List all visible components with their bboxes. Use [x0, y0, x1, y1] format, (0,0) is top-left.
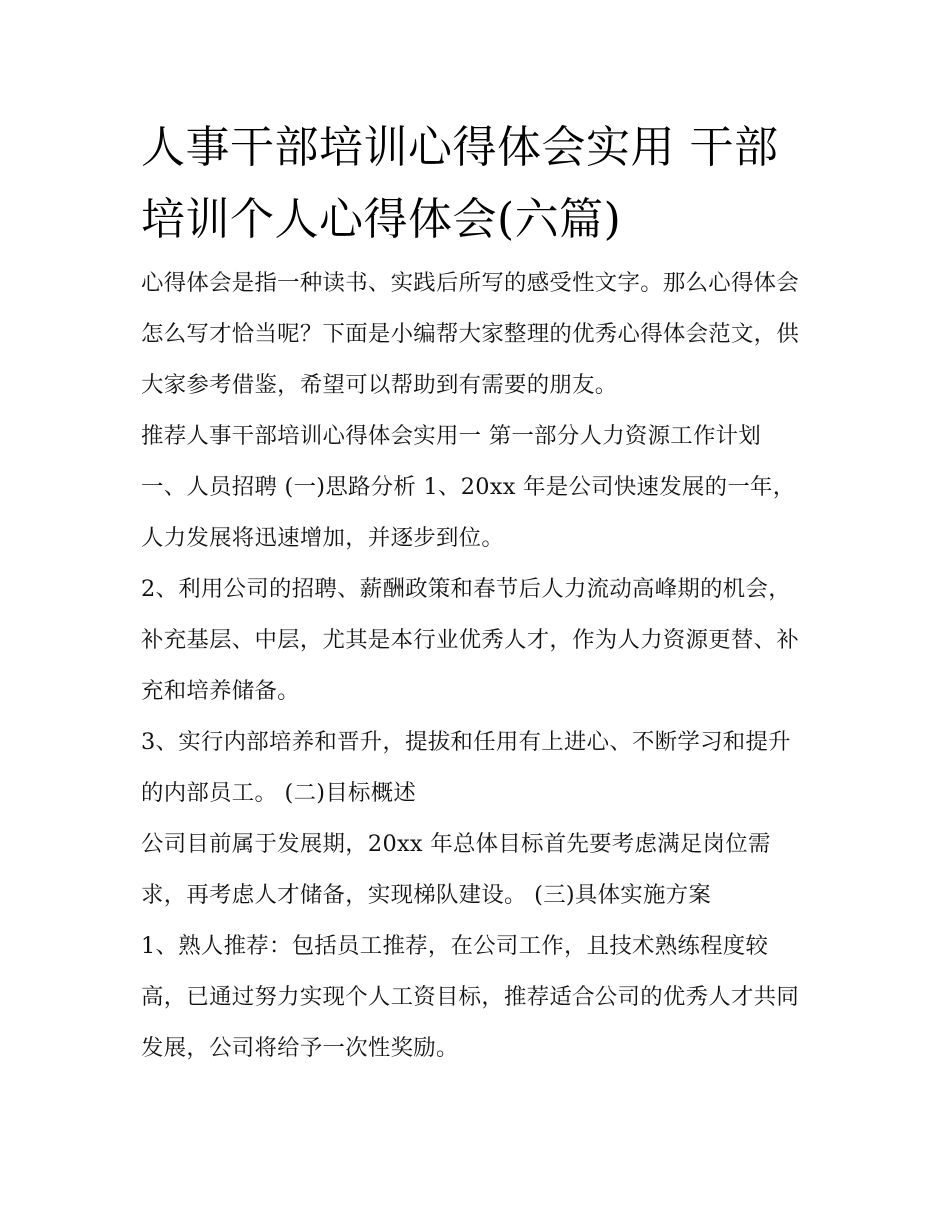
paragraph-goal: 公司目前属于发展期，20xx 年总体目标首先要考虑满足岗位需求，再考虑人才储备，实现梯队建设。 (三)具体实施方案 — [141, 831, 771, 908]
document-title: 人事干部培训心得体会实用 干部培训个人心得体会(六篇) — [141, 122, 779, 245]
paragraph-referral: 1、熟人推荐：包括员工推荐，在公司工作，且技术熟练程度较高，已通过努力实现个人工资目标，推荐适合公司的优秀人才共同发展，公司将给予一次性奖励。 — [141, 933, 800, 1061]
paragraph-item-3: 3、实行内部培养和晋升，提拔和任用有上进心、不断学习和提升的内部员工。 (二)目标概述 — [141, 729, 791, 806]
paragraph-intro: 心得体会是指一种读书、实践后所写的感受性文字。那么心得体会怎么写才恰当呢？下面是小编帮大家整理的优秀心得体会范文，供大家参考借鉴，希望可以帮助到有需要的朋友。 — [141, 270, 800, 398]
document-body — [141, 112, 813, 1074]
paragraph-item-2: 2、利用公司的招聘、薪酬政策和春节后人力流动高峰期的机会，补充基层、中层，尤其是本行业优秀人才，作为人力资源更替、补充和培养储备。 — [141, 576, 800, 704]
paragraph-recruitment-plan: 推荐人事干部培训心得体会实用一 第一部分人力资源工作计划 一、人员招聘 (一)思路分析 1、20xx 年是公司快速发展的一年，人力发展将迅速增加，并逐步到位。 — [141, 423, 796, 551]
